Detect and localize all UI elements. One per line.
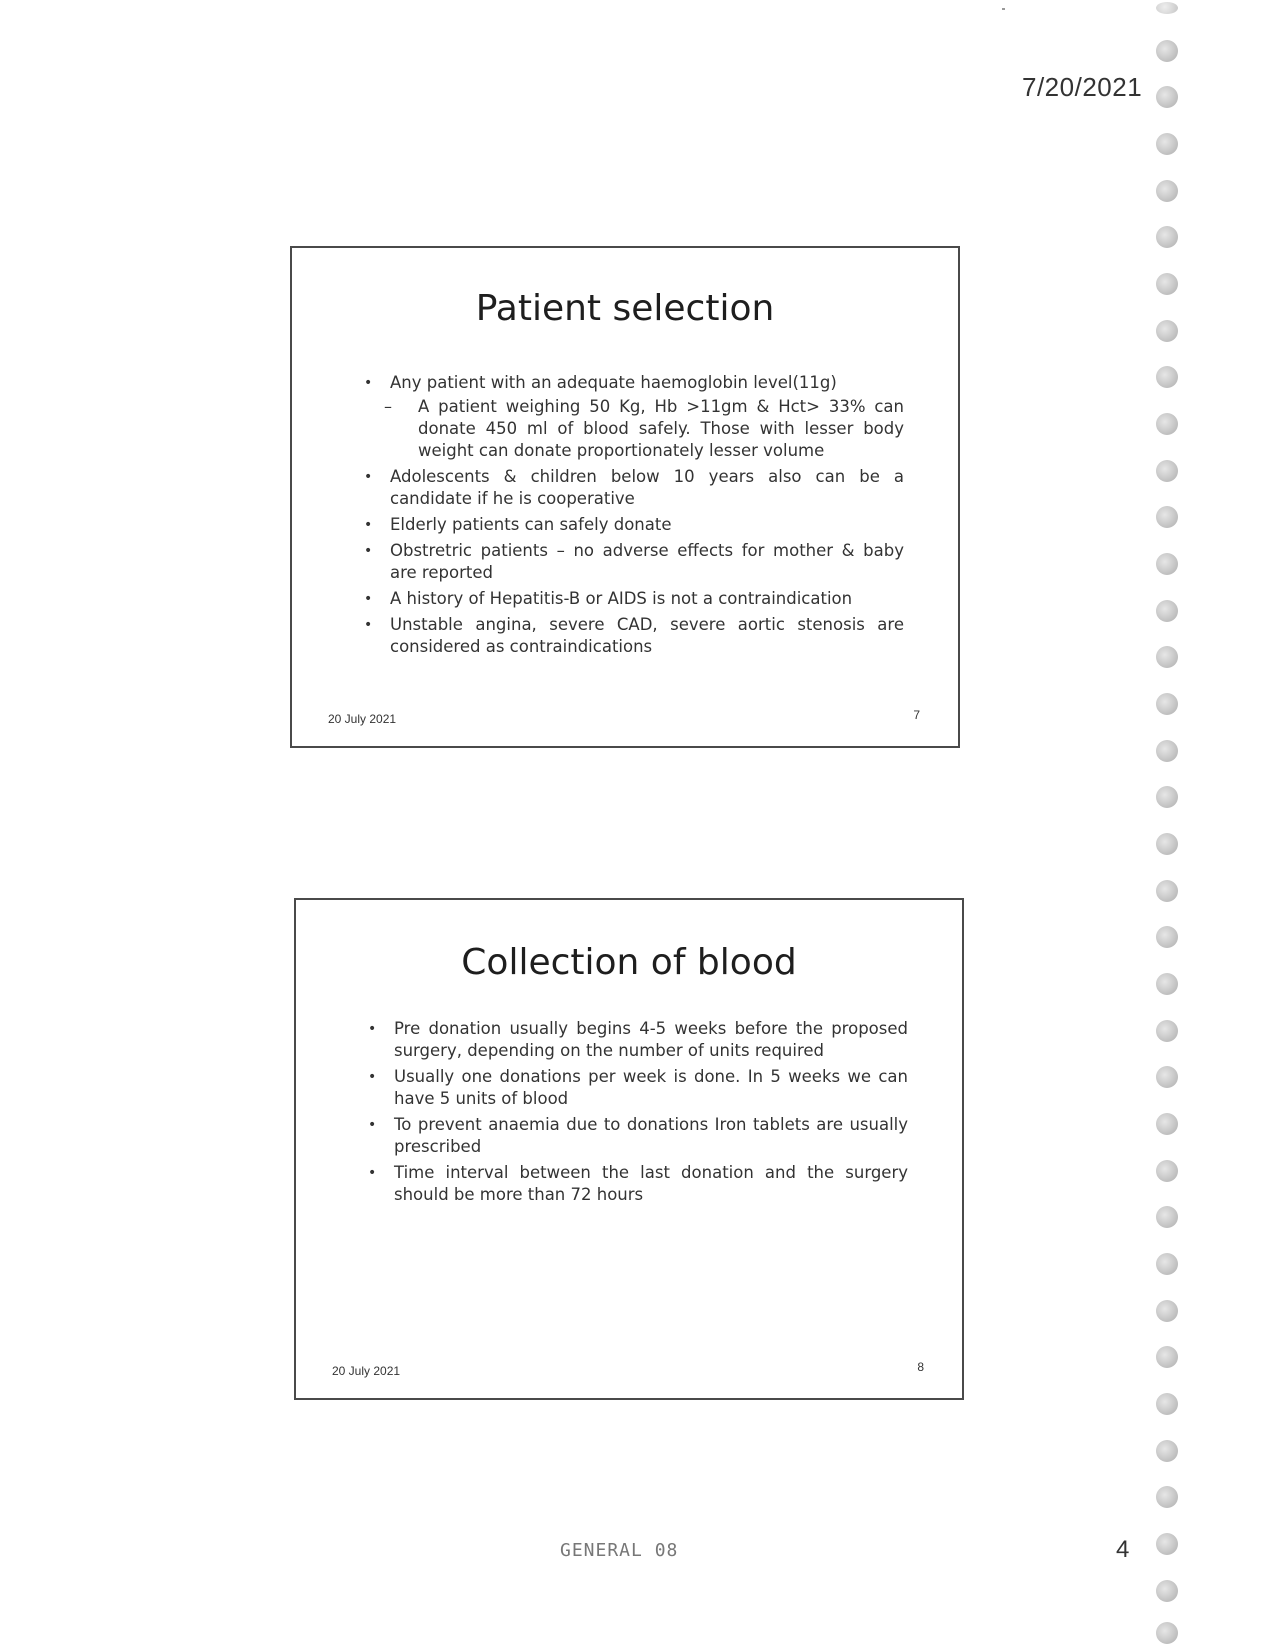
bullet-item (366, 1066, 908, 1110)
bullet-item (362, 614, 904, 658)
bullet-item (366, 1162, 908, 1206)
bullet-icon: • (364, 375, 373, 391)
binder-hole-icon (1156, 1486, 1178, 1508)
binder-hole-icon (1156, 553, 1178, 575)
binder-hole-icon (1156, 1300, 1178, 1322)
binder-hole-icon (1156, 973, 1178, 995)
binder-hole-icon (1156, 786, 1178, 808)
slide-footer-date: 20 July 2021 (332, 1364, 401, 1378)
binder-hole-icon (1156, 460, 1178, 482)
binder-hole-icon (1156, 1393, 1178, 1415)
binder-hole-icon (1156, 226, 1178, 248)
bullet-text: A patient weighing 50 Kg, Hb >11gm & Hct> 33% can donate 450 ml of blood safely. Those with lesser body weight can donate proportionately lesser volume (418, 397, 904, 460)
bullet-icon: • (364, 591, 373, 607)
bullet-icon: • (368, 1021, 377, 1037)
binder-hole-icon (1156, 273, 1178, 295)
binder-hole-icon (1156, 646, 1178, 668)
sub-bullet-item (362, 396, 904, 462)
bullet-item (362, 466, 904, 510)
binder-hole-icon (1156, 693, 1178, 715)
binder-hole-icon (1156, 1253, 1178, 1275)
binder-hole-icon (1156, 1066, 1178, 1088)
slide-title: Collection of blood (461, 942, 797, 983)
binder-hole-icon (1156, 133, 1178, 155)
bullet-text: Time interval between the last donation and the surgery should be more than 72 hours (394, 1163, 908, 1204)
binder-hole-icon (1156, 1440, 1178, 1462)
binder-hole-icon (1156, 600, 1178, 622)
bullet-text: Unstable angina, severe CAD, severe aortic stenosis are considered as contraindications (390, 615, 904, 656)
bullet-icon: • (368, 1165, 377, 1181)
dash-icon: – (384, 397, 392, 416)
bullet-text: To prevent anaemia due to donations Iron tablets are usually prescribed (394, 1115, 908, 1156)
binder-hole-icon (1156, 40, 1178, 62)
bullet-text: Obstretric patients – no adverse effects for mother & baby are reported (390, 541, 904, 582)
bullet-list (362, 372, 904, 662)
binder-hole-icon (1156, 506, 1178, 528)
binder-hole-icon (1156, 1580, 1178, 1602)
bullet-item (366, 1018, 908, 1062)
bullet-icon: • (364, 543, 373, 559)
binder-hole-icon (1156, 1533, 1178, 1555)
slide-footer-date: 20 July 2021 (328, 712, 397, 726)
bullet-text: Pre donation usually begins 4-5 weeks before the proposed surgery, depending on the number of units required (394, 1019, 908, 1060)
footer-label: GENERAL 08 (560, 1540, 679, 1561)
binder-hole-icon (1156, 1113, 1178, 1135)
bullet-text: Usually one donations per week is done. In 5 weeks we can have 5 units of blood (394, 1067, 908, 1108)
binder-hole-icon (1156, 880, 1178, 902)
binder-hole-icon (1156, 833, 1178, 855)
bullet-item (366, 1114, 908, 1158)
bullet-text: Elderly patients can safely donate (390, 515, 672, 534)
bullet-item (362, 372, 904, 394)
bullet-text: Any patient with an adequate haemoglobin level(11g) (390, 373, 837, 392)
bullet-icon: • (364, 469, 373, 485)
slide-number: 8 (917, 1360, 924, 1374)
binder-hole-icon (1156, 1346, 1178, 1368)
bullet-text: Adolescents & children below 10 years also can be a candidate if he is cooperative (390, 467, 904, 508)
slide-patient-selection (290, 246, 960, 748)
bullet-icon: • (364, 517, 373, 533)
binder-hole-icon (1156, 413, 1178, 435)
slide-collection-of-blood (294, 898, 964, 1400)
binder-hole-icon (1156, 926, 1178, 948)
bullet-item (362, 588, 904, 610)
binder-hole-icon (1156, 86, 1178, 108)
binder-hole-icon (1156, 740, 1178, 762)
binder-hole-icon (1156, 320, 1178, 342)
binder-hole-icon (1156, 1020, 1178, 1042)
binder-hole-icon (1156, 1622, 1178, 1644)
slide-number: 7 (913, 708, 920, 722)
speck (1002, 8, 1005, 10)
binder-hole-icon (1156, 180, 1178, 202)
bullet-item (362, 514, 904, 536)
header-date: 7/20/2021 (1022, 72, 1143, 102)
binder-hole-icon (1156, 2, 1178, 14)
bullet-list (366, 1018, 908, 1210)
bullet-text: A history of Hepatitis-B or AIDS is not a contraindication (390, 589, 853, 608)
binder-holes (1148, 0, 1188, 1650)
binder-hole-icon (1156, 1206, 1178, 1228)
bullet-icon: • (368, 1069, 377, 1085)
bullet-item (362, 540, 904, 584)
bullet-icon: • (368, 1117, 377, 1133)
binder-hole-icon (1156, 366, 1178, 388)
bullet-icon: • (364, 617, 373, 633)
page-number: 4 (1116, 1536, 1130, 1563)
slide-title: Patient selection (475, 288, 775, 329)
binder-hole-icon (1156, 1160, 1178, 1182)
